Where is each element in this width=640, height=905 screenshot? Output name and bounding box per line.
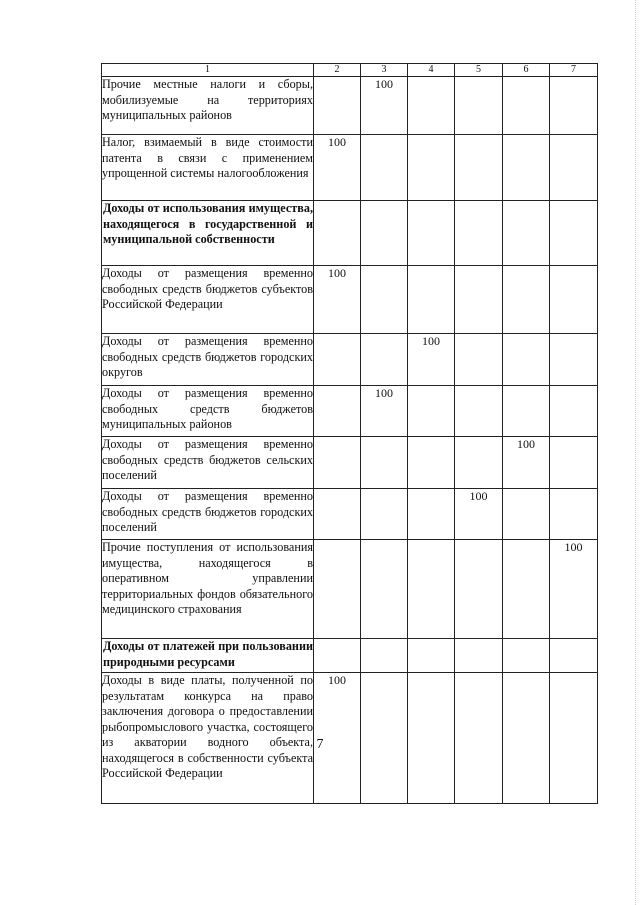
value-cell: 100 (314, 135, 361, 201)
value-cell (361, 639, 408, 673)
value-cell (361, 135, 408, 201)
value-cell (314, 334, 361, 386)
section-heading: Доходы от платежей при пользовании природными ресурсами (102, 639, 314, 673)
value-cell (455, 77, 503, 135)
column-header: 7 (550, 64, 598, 77)
value-cell (408, 386, 455, 437)
row-description: Доходы в виде платы, полученной по результатам конкурса на право заключения договора о предоставлении рыбопромыслового участка, состоящего из акватории водного объекта, находящегося в собственности субъекта Российской Федерации (102, 673, 314, 804)
value-cell (361, 266, 408, 334)
value-cell (361, 437, 408, 489)
column-header: 4 (408, 64, 455, 77)
value-cell (550, 489, 598, 540)
value-cell (314, 386, 361, 437)
value-cell (455, 334, 503, 386)
value-cell (503, 540, 550, 639)
value-cell (408, 201, 455, 266)
value-cell (455, 266, 503, 334)
value-cell (314, 639, 361, 673)
value-cell (455, 201, 503, 266)
value-cell: 100 (550, 540, 598, 639)
value-cell (503, 489, 550, 540)
column-header: 2 (314, 64, 361, 77)
page-edge-line (634, 0, 636, 905)
value-cell (455, 437, 503, 489)
value-cell (361, 201, 408, 266)
value-cell (408, 437, 455, 489)
table-row (102, 639, 598, 673)
value-cell (455, 639, 503, 673)
value-cell: 100 (314, 266, 361, 334)
value-cell (550, 266, 598, 334)
value-cell (503, 266, 550, 334)
column-header: 1 (102, 64, 314, 77)
row-description: Доходы от размещения временно свободных средств бюджетов городских округов (102, 334, 314, 386)
row-description: Налог, взимаемый в виде стоимости патента в связи с применением упрощенной системы налогообложения (102, 135, 314, 201)
revenue-allocation-table (101, 63, 598, 804)
value-cell: 100 (455, 489, 503, 540)
row-description: Доходы от размещения временно свободных средств бюджетов городских поселений (102, 489, 314, 540)
value-cell (361, 489, 408, 540)
row-description: Доходы от размещения временно свободных средств бюджетов муниципальных районов (102, 386, 314, 437)
value-cell (408, 540, 455, 639)
value-cell (408, 77, 455, 135)
value-cell (361, 334, 408, 386)
value-cell: 100 (361, 386, 408, 437)
value-cell: 100 (314, 673, 361, 804)
value-cell (314, 77, 361, 135)
row-description: Прочие поступления от использования имущества, находящегося в оперативном управлении территориальных фондов обязательного медицинского страхования (102, 540, 314, 639)
value-cell (503, 135, 550, 201)
value-cell (503, 386, 550, 437)
value-cell (550, 386, 598, 437)
value-cell (550, 437, 598, 489)
column-header: 3 (361, 64, 408, 77)
value-cell (550, 639, 598, 673)
value-cell (455, 386, 503, 437)
table-row (102, 266, 598, 334)
value-cell (503, 201, 550, 266)
value-cell (550, 334, 598, 386)
column-header: 5 (455, 64, 503, 77)
section-heading: Доходы от использования имущества, находящегося в государственной и муниципальной собственности (102, 201, 314, 266)
table-row (102, 135, 598, 201)
row-description: Доходы от размещения временно свободных средств бюджетов сельских поселений (102, 437, 314, 489)
row-description: Прочие местные налоги и сборы, мобилизуемые на территориях муниципальных районов (102, 77, 314, 135)
value-cell (314, 437, 361, 489)
column-header: 6 (503, 64, 550, 77)
row-description: Доходы от размещения временно свободных средств бюджетов субъектов Российской Федерации (102, 266, 314, 334)
value-cell (503, 77, 550, 135)
table-row (102, 334, 598, 386)
table-row (102, 489, 598, 540)
value-cell: 100 (361, 77, 408, 135)
value-cell: 100 (503, 437, 550, 489)
value-cell (503, 334, 550, 386)
value-cell (314, 540, 361, 639)
value-cell (408, 135, 455, 201)
value-cell (408, 639, 455, 673)
value-cell (314, 201, 361, 266)
value-cell (314, 489, 361, 540)
table-row (102, 540, 598, 639)
value-cell (408, 266, 455, 334)
value-cell (361, 540, 408, 639)
table-row (102, 386, 598, 437)
table-row (102, 77, 598, 135)
value-cell (550, 77, 598, 135)
page-number: 7 (316, 737, 324, 752)
table-row (102, 201, 598, 266)
value-cell (503, 639, 550, 673)
value-cell: 100 (408, 334, 455, 386)
value-cell (550, 201, 598, 266)
value-cell (455, 135, 503, 201)
value-cell (408, 489, 455, 540)
value-cell (550, 135, 598, 201)
value-cell (455, 540, 503, 639)
table-row (102, 437, 598, 489)
table-header-row (102, 64, 598, 77)
